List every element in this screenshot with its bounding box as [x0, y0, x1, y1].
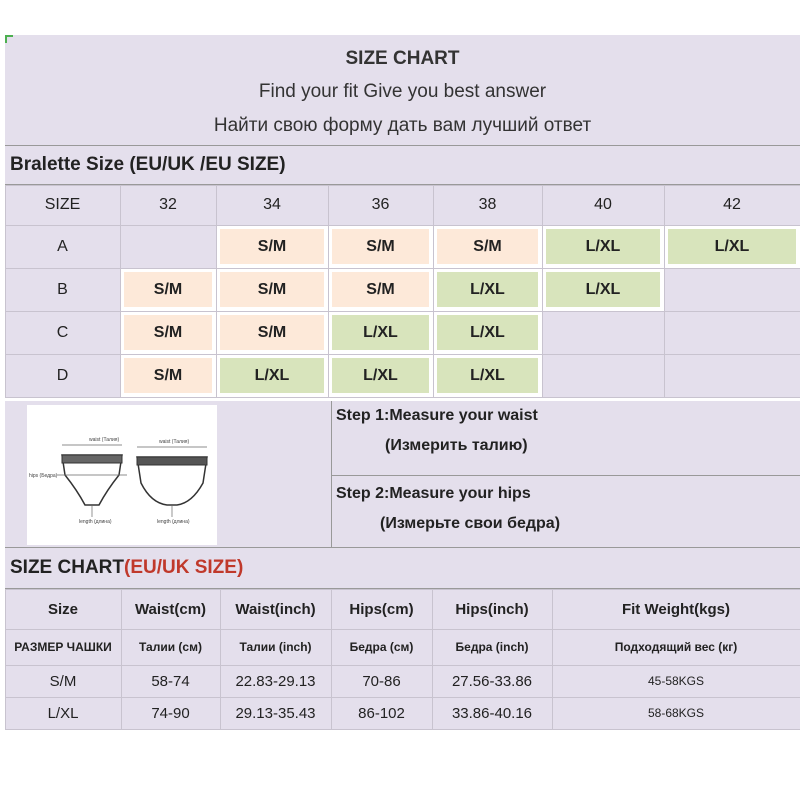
- bralette-size-cell: [542, 311, 664, 354]
- size-chart-row-cell: 29.13-35.43: [220, 697, 331, 729]
- bralette-size-cell: L/XL: [546, 229, 660, 264]
- bralette-cup-label: B: [5, 268, 120, 311]
- bralette-title: Bralette Size (EU/UK /EU SIZE): [10, 154, 286, 175]
- panties-diagram-svg: [27, 405, 217, 545]
- size-chart-header-ru-cell: Бедра (inch): [432, 629, 552, 665]
- size-chart-row-cell: 86-102: [331, 697, 432, 729]
- size-chart-row-cell: S/M: [5, 665, 121, 697]
- bralette-size-cell: S/M: [437, 229, 538, 264]
- diagram-label-length-right: length (длина): [157, 519, 190, 525]
- bralette-size-cell: S/M: [124, 272, 212, 307]
- bralette-size-cell: S/M: [332, 229, 429, 264]
- size-chart-header-ru-cell: Подходящий вес (кг): [552, 629, 800, 665]
- diagram-label-waist-right: waist (Талия): [159, 439, 190, 445]
- size-chart-row-cell: 33.86-40.16: [432, 697, 552, 729]
- page-title: SIZE CHART: [345, 48, 460, 69]
- subtitle-en: Find your fit Give you best answer: [258, 81, 547, 102]
- bralette-cup-label: D: [5, 354, 120, 397]
- size-chart-header-ru-cell: РАЗМЕР ЧАШКИ: [5, 629, 121, 665]
- size-chart-header-en-cell: Waist(inch): [220, 589, 331, 629]
- bralette-size-cell: [664, 311, 800, 354]
- size-chart-title-main: SIZE CHART: [10, 557, 124, 578]
- size-chart-row-cell: 22.83-29.13: [220, 665, 331, 697]
- size-chart-header-ru-cell: Талии (inch): [220, 629, 331, 665]
- bralette-size-cell: S/M: [220, 315, 324, 350]
- size-chart-row-cell: 27.56-33.86: [432, 665, 552, 697]
- panties-diagram: [27, 405, 217, 545]
- diagram-label-hips: hips (Бедра): [29, 473, 58, 479]
- bralette-header-band: 36: [328, 185, 433, 225]
- step1-ru-text: (Измерить талию): [385, 437, 528, 454]
- bralette-size-cell: L/XL: [220, 358, 324, 393]
- size-chart-header-en-cell: Waist(cm): [121, 589, 220, 629]
- subtitle-ru: Найти свою форму дать вам лучший ответ: [213, 115, 592, 136]
- bralette-size-table: [5, 185, 800, 398]
- size-chart-header-en-cell: Size: [5, 589, 121, 629]
- bralette-header-band: 40: [542, 185, 664, 225]
- bralette-size-cell: [542, 354, 664, 397]
- bralette-size-cell: S/M: [124, 358, 212, 393]
- bralette-size-cell: S/M: [332, 272, 429, 307]
- size-chart-page: [5, 35, 800, 795]
- size-chart-row-cell: 58-74: [121, 665, 220, 697]
- size-chart-row-cell: L/XL: [5, 697, 121, 729]
- corner-marker: [5, 35, 13, 43]
- bralette-header-band: 32: [120, 185, 216, 225]
- bralette-size-cell: [664, 354, 800, 397]
- size-chart-title-region: (EU/UK SIZE): [124, 557, 244, 578]
- diagram-label-waist-left: waist (Талия): [89, 437, 120, 443]
- size-chart-title: [10, 548, 800, 588]
- bralette-size-cell: S/M: [124, 315, 212, 350]
- size-chart-row-cell: 45-58KGS: [552, 665, 800, 697]
- measurement-section: [5, 401, 800, 547]
- bralette-size-cell: [120, 225, 216, 268]
- bralette-size-cell: L/XL: [332, 315, 429, 350]
- size-chart-header-ru-cell: Бедра (см): [331, 629, 432, 665]
- bralette-size-cell: S/M: [220, 229, 324, 264]
- size-chart-header-ru-cell: Талии (см): [121, 629, 220, 665]
- bralette-size-cell: L/XL: [437, 315, 538, 350]
- bralette-size-cell: [664, 268, 800, 311]
- size-chart-row-cell: 74-90: [121, 697, 220, 729]
- diagram-label-length-left: length (длина): [79, 519, 112, 525]
- bralette-size-cell: L/XL: [668, 229, 796, 264]
- bralette-size-cell: L/XL: [546, 272, 660, 307]
- bralette-size-cell: L/XL: [437, 272, 538, 307]
- size-chart-row-cell: 58-68KGS: [552, 697, 800, 729]
- bralette-header-band: 42: [664, 185, 800, 225]
- step2-ru-text: (Измерьте свои бедра): [380, 515, 561, 532]
- size-chart-table: [5, 589, 800, 729]
- bralette-size-cell: L/XL: [437, 358, 538, 393]
- step2-text: Step 2:Measure your hips: [336, 485, 531, 502]
- bralette-size-cell: L/XL: [332, 358, 429, 393]
- bralette-cup-label: C: [5, 311, 120, 354]
- bralette-cup-label: A: [5, 225, 120, 268]
- bralette-header-size: SIZE: [5, 185, 120, 225]
- size-chart-header-en-cell: Hips(inch): [432, 589, 552, 629]
- bralette-header-band: 38: [433, 185, 542, 225]
- size-chart-header-en-cell: Hips(cm): [331, 589, 432, 629]
- bralette-size-cell: S/M: [220, 272, 324, 307]
- step1-text: Step 1:Measure your waist: [336, 407, 538, 424]
- size-chart-header-en-cell: Fit Weight(kgs): [552, 589, 800, 629]
- bralette-header-band: 34: [216, 185, 328, 225]
- size-chart-row-cell: 70-86: [331, 665, 432, 697]
